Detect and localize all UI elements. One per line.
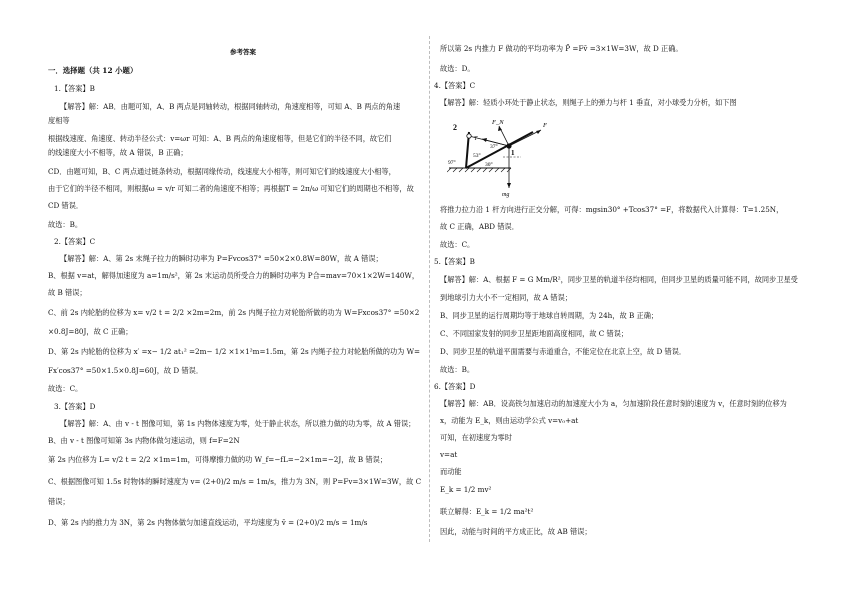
label-angle-97: 97° — [448, 160, 456, 166]
answer-1-line: CD．由题可知，B、C 两点通过链条转动，根据同缘传动，线速度大小相等，则可知它们的线速度大小相等， — [48, 167, 396, 176]
label-angle-30: 30° — [485, 162, 493, 168]
answer-5-line: C、不同国家发射的同步卫星距地面高度相同，故 C 错误； — [440, 329, 629, 338]
answer-3-line: 所以第 2s 内推力 F 做功的平均功率为 P̄ =Fv̄ =3×1W=3W，故 D 正确。 — [440, 44, 683, 53]
ground-hatch — [447, 168, 511, 172]
section-heading: 一．选择题（共 12 小题） — [48, 66, 138, 75]
answer-2-line: D、第 2s 内轮胎的位移为 x′ =x− 1/2 at₁² =2m− 1/2 ×1×1²m=1.5m，第 2s 内绳子拉力对轮胎所做的功为 W= — [48, 347, 421, 356]
answer-6-line: 因此，动能与时间的平方成正比，故 AB 错误； — [440, 527, 592, 536]
page-title: 参考答案 — [230, 48, 256, 56]
label-angle-53: 53° — [473, 153, 481, 159]
answer-3-choice: 故选：D。 — [440, 64, 475, 73]
answer-2-line: ×0.8J=80J，故 C 正确； — [48, 327, 133, 336]
push-force-arrow — [509, 130, 541, 146]
answer-1-line: 根据线速度、角速度、转动半径公式：v=ωr 可知：A、B 两点的角速度相等，但是它们的半径不同，故它们 — [48, 134, 392, 143]
ring-icon — [467, 134, 471, 138]
answer-3-line: 错误； — [48, 497, 70, 506]
answer-5-choice: 故选：B。 — [440, 365, 475, 374]
answer-6-heading: 6.【答案】D — [434, 382, 476, 391]
answer-2-choice: 故选：C。 — [48, 384, 83, 393]
answer-6-line: 而动能 — [440, 467, 462, 476]
answer-6-line: v=at — [440, 450, 458, 459]
answer-3-line: B、由 v - t 图像可知第 3s 内物体做匀速运动，则 f=F=2N — [48, 436, 240, 445]
arrowhead-icon — [536, 130, 541, 134]
column-divider — [429, 36, 430, 542]
label-gravity: mg — [502, 192, 510, 198]
answer-5-line: 【解答】解：A、根据 F = G Mm/R²，同步卫星的轨道半径均相同，但同步卫星的质量可能不同，故同步卫星受 — [440, 275, 798, 284]
answer-1-line: 【解答】解：AB．由题可知，A、B 两点是同轴转动，根据同轴转动，角速度相等，可知 A、B 两点的角速 — [60, 102, 401, 111]
answer-2-line: B、根据 v=at，解得加速度为 a=1m/s²，第 2s 末运动员所受合力的瞬时功率为 P合=mav=70×1×2W=140W， — [48, 271, 420, 280]
answer-6-line: x，动能为 E_k，则由运动学公式 v=v₀+at — [440, 416, 579, 425]
answer-2-line: Fx′cos37° =50×1.5×0.8J=60J，故 D 错误． — [48, 366, 204, 375]
answer-1-line: CD 错误． — [48, 201, 84, 210]
label-normal-force: F_N — [492, 119, 504, 126]
label-push-force: F — [543, 122, 547, 129]
answer-1-heading: 1.【答案】B — [54, 84, 95, 93]
answer-1-line: 度相等 — [48, 116, 70, 125]
answer-2-heading: 2.【答案】C — [54, 237, 96, 246]
force-diagram — [447, 112, 557, 200]
answer-2-line: 【解答】解：A、第 2s 末绳子拉力的瞬时功率为 P=Fvcos37° =50×2×0.8W=80W，故 A 错误； — [60, 254, 383, 263]
answer-1-choice: 故选：B。 — [48, 220, 83, 229]
answer-3-line: 【解答】解：A、由 v - t 图像可知，第 1s 内物体速度为零，处于静止状态，所以推力做的功为零，故 A 错误； — [60, 419, 416, 428]
answer-5-line: D、同步卫星的轨道平面需要与赤道重合，不能定位在北京上空，故 D 错误． — [440, 347, 687, 356]
answer-4-line: 【解答】解：轻质小环处于静止状态，则绳子上的弹力与杆 1 垂直，对小球受力分析，如下图 — [440, 98, 737, 107]
answer-4-choice: 故选：C。 — [440, 240, 475, 249]
answer-6-line: 【解答】解：AB．设高铁匀加速启动的加速度大小为 a，匀加速阶段任意时刻的速度为 v，任意时刻的位移为 — [440, 399, 787, 408]
answer-3-line: D、第 2s 内的推力为 3N，第 2s 内物体做匀加速直线运动，平均速度为 v̄ = (2+0)/2 m/s = 1m/s — [48, 518, 368, 527]
label-rod-1: 1 — [511, 149, 515, 157]
answer-1-line: 由于它们的半径不相同，则根据ω = v/r 可知二者的角速度不相等；再根据T = 2π/ω 可知它们的周期也不相等，故 — [48, 184, 414, 193]
answer-5-line: 到地球引力大小不一定相同，故 A 错误； — [440, 293, 572, 302]
answer-5-line: B、同步卫星的运行周期均等于地球自转周期，为 24h，故 B 正确； — [440, 311, 659, 320]
arrowhead-icon — [507, 183, 511, 188]
label-rod-2: 2 — [453, 123, 457, 132]
answer-6-formula: 联立解得：E_k = 1/2 ma²t² — [440, 507, 534, 516]
answer-2-line: 故 B 错误； — [48, 288, 87, 297]
answer-3-heading: 3.【答案】D — [54, 402, 96, 411]
answer-4-line: 将推力拉力沿 1 杆方向进行正交分解，可得：mgsin30° +Tcos37° =F，将数据代入计算得：T=1.25N， — [440, 205, 784, 214]
answer-5-heading: 5.【答案】B — [434, 257, 475, 266]
answer-3-line: C、根据图像可知 1.5s 时物体的瞬时速度为 v= (2+0)/2 m/s = 1m/s，推力为 3N，则 P=Fv=3×1W=3W，故 C — [48, 477, 422, 486]
answer-6-formula: E_k = 1/2 mv² — [440, 485, 492, 494]
answer-1-line: 的线速度大小不相等，故 A 错误，B 正确； — [48, 148, 188, 157]
answer-4-line: 故 C 正确，ABD 错误． — [440, 222, 519, 231]
arrowhead-icon — [482, 138, 487, 142]
label-angle-37: 37° — [490, 144, 498, 150]
answer-3-line: 第 2s 内位移为 L= v/2 t = 2/2 ×1m=1m，可得摩擦力做的功 W_f=−fL=−2×1m=−2J，故 B 错误； — [48, 455, 388, 464]
label-tension: T — [474, 136, 478, 142]
answer-6-line: 可知，在初速度为零时 — [440, 433, 512, 442]
answer-4-heading: 4.【答案】C — [434, 81, 476, 90]
answer-2-line: C、前 2s 内轮胎的位移为 x= v/2 t = 2/2 ×2m=2m，前 2s 内绳子拉力对轮胎所做的功为 W=Fxcos37° =50×2 — [48, 308, 420, 317]
